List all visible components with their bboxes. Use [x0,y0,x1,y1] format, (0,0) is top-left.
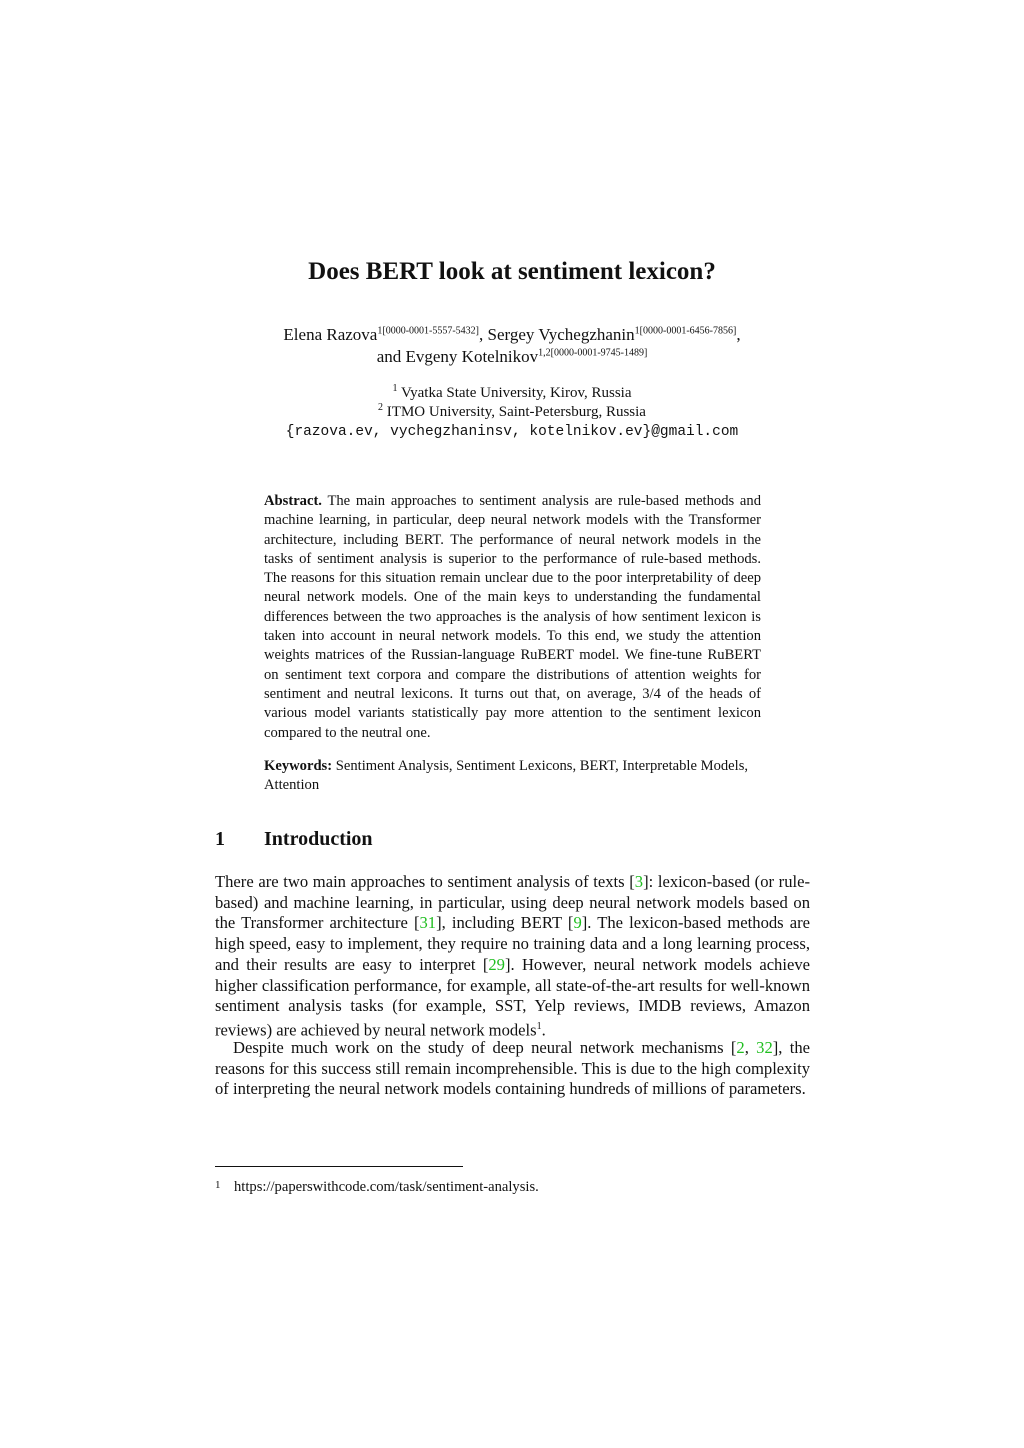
abstract-text: The main approaches to sentiment analysis are rule-based methods and machine learning, in particular, deep neural network models with the Transformer architecture, including BERT. The performance of neural network models in the tasks of sentiment analysis is superior to the performance of rule-based methods. The reasons for this situation remain unclear due to the poor interpretability of deep neural network models. One of the main keys to understanding the fundamental differences between the two approaches is the analysis of how sentiment lexicon is taken into account in neural network models. To this end, we study the attention weights matrices of the Russian-language RuBERT model. We fine-tune RuBERT on sentiment text corpora and compare the distributions of attention weights for sentiment and neutral lexicons. It turns out that, on average, 3/4 of the heads of various model variants statistically pay more attention to the sentiment lexicon compared to the neutral one. [264,493,761,741]
text-run: , [744,1038,757,1057]
text-run: ], the reasons for this success still remain incomprehensible. This is due to the high complexity of interpreting the neural network models containing hundreds of millions of parameters. [215,1038,811,1099]
authors-line-1: Elena Razova$^{1[0000-0001-5557-5432]}$, Sergey Vychegzhanin$^{1[0000-0001-6456-7856]}$, [283,325,741,344]
author-name: Sergey Vychegzhanin [487,325,635,344]
intro-paragraph-1 [215,872,810,1041]
paper-title: Does BERT look at sentiment lexicon? [308,258,716,285]
author-orcid: 1[0000-0001-5557-5432] [377,325,480,337]
keywords-label: Keywords: [264,758,333,774]
section-title: Introduction [264,828,373,850]
author-name: Elena Razova [283,325,378,344]
affiliation-text: Vyatka State University, Kirov, Russia [400,385,632,401]
authors-line-2 [0,346,1024,368]
section-number: 1 [215,828,225,850]
citation-link[interactable]: 3 [634,872,644,891]
intro-paragraph-2 [215,1038,810,1100]
abstract-label: Abstract. [264,493,322,509]
footnote-text: https://paperswithcode.com/task/sentiment-analysis. [234,1179,539,1195]
text-run: . [541,1020,546,1040]
text-run: Despite much work on the study of deep neural network mechanisms [ [233,1038,737,1057]
affiliation-1 [0,384,1024,403]
author-orcid: 1[0000-0001-6456-7856] [634,325,737,337]
keywords [264,757,761,796]
text-run: ], including BERT [ [436,913,574,933]
citation-link[interactable]: 31 [419,913,437,933]
citation-link[interactable]: 32 [756,1038,773,1057]
author-emails: {razova.ev, vychegzhaninsv, kotelnikov.ev}@gmail.com [285,424,739,440]
affiliation-num: 1 [392,383,398,394]
text-run: ]: lexicon-based (or rule-based) and machine learning, in particular, using deep neural network models based on the Transformer architecture [ [215,872,810,933]
abstract [264,492,761,743]
footnote-number: 1 [215,1179,221,1191]
affiliation-text: ITMO University, Saint-Petersburg, Russia [386,404,646,420]
footnote-ref[interactable]: 1 [536,1020,542,1032]
text-run: There are two main approaches to sentiment analysis of texts [ [215,872,635,891]
citation-link[interactable]: 9 [573,913,582,933]
footnote-divider [215,1166,463,1167]
text-run: ]. The lexicon-based methods are high speed, easy to implement, they require no training data and a long learning process, and their results are easy to interpret [ [215,913,811,974]
author-name: and Evgeny Kotelnikov [376,347,539,366]
affiliation-2 [0,403,1024,422]
citation-link[interactable]: 2 [736,1038,745,1057]
text-run: ]. However, neural network models achieve higher classification performance, for example, all state-of-the-art results for well-known sentiment analysis tasks (for example, SST, Yelp reviews, IMDB reviews, Amazon reviews) are achieved by neural network models [215,954,810,1040]
affiliation-num: 2 [378,402,384,413]
author-orcid: 1,2[0000-0001-9745-1489] [538,347,648,359]
keywords-text: Sentiment Analysis, Sentiment Lexicons, BERT, Interpretable Models, Attention [264,758,749,794]
citation-link[interactable]: 29 [488,954,505,974]
